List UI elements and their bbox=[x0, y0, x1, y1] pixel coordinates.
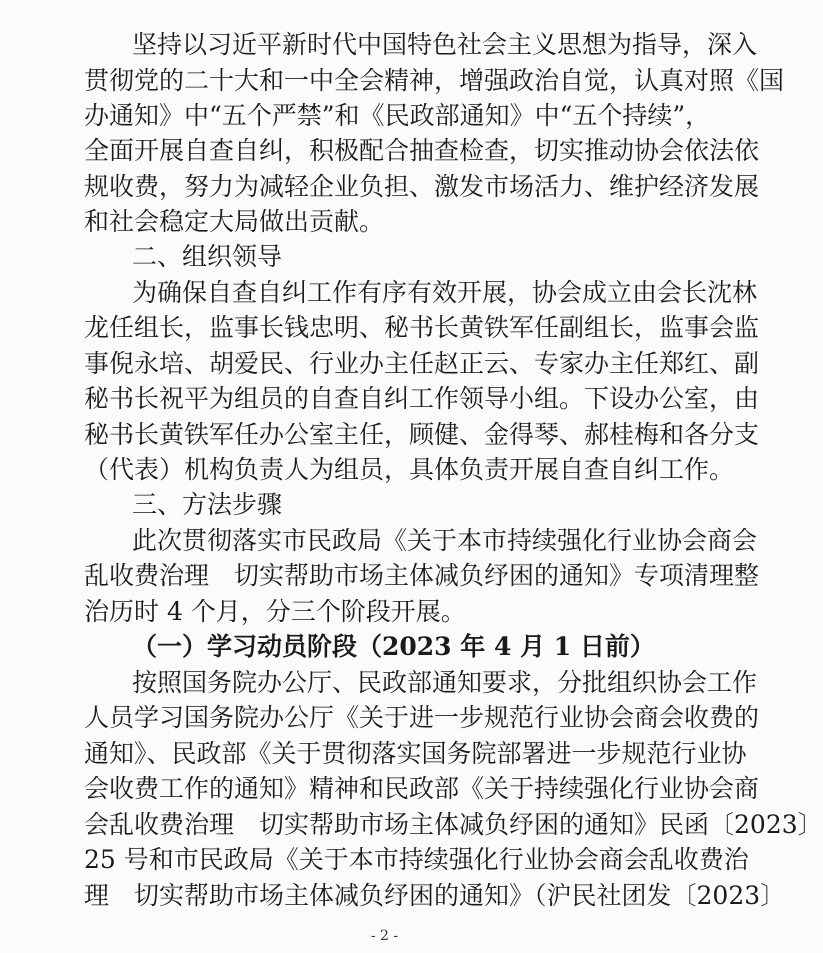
paragraph-2-line-5: 秘书长黄铁军任办公室主任，顾健、金得琴、郝桂梅和各分支 bbox=[84, 420, 760, 449]
paragraph-1-line-2: 贯彻党的二十大和一中全会精神，增强政治自觉，认真对照《国 bbox=[84, 66, 785, 95]
subsection-heading-study-phase: （一）学习动员阶段（2023 年 4 月 1 日前） bbox=[132, 632, 655, 661]
paragraph-2-line-4: 秘书长祝平为组员的自查自纠工作领导小组。下设办公室，由 bbox=[84, 384, 760, 413]
paragraph-2-line-6: （代表）机构负责人为组员，具体负责开展自查自纠工作。 bbox=[84, 455, 735, 484]
section-heading-methods: 三、方法步骤 bbox=[132, 490, 283, 519]
paragraph-3-line-3: 治历时 4 个月，分三个阶段开展。 bbox=[84, 597, 466, 626]
page-number: - 2 - bbox=[370, 928, 399, 944]
paragraph-4-line-2: 人员学习国务院办公厅《关于进一步规范行业协会商会收费的 bbox=[84, 703, 760, 732]
paragraph-4-line-7: 理 切实帮助市场主体减负纾困的通知》（沪民社团发〔2023〕 bbox=[84, 881, 786, 910]
paragraph-4-line-6: 25 号和市民政局《关于本市持续强化行业协会商会乱收费治 bbox=[84, 845, 749, 874]
paragraph-2-line-3: 事倪永培、胡爱民、行业办主任赵正云、专家办主任郑红、副 bbox=[84, 349, 760, 378]
paragraph-1-line-1: 坚持以习近平新时代中国特色社会主义思想为指导，深入 bbox=[132, 30, 758, 59]
paragraph-2-line-2: 龙任组长，监事长钱忠明、秘书长黄铁军任副组长，监事会监 bbox=[84, 313, 760, 342]
section-heading-organization: 二、组织领导 bbox=[132, 242, 283, 271]
paragraph-2-line-1: 为确保自查自纠工作有序有效开展，协会成立由会长沈林 bbox=[132, 278, 758, 307]
paragraph-3-line-2: 乱收费治理 切实帮助市场主体减负纾困的通知》专项清理整 bbox=[84, 561, 760, 590]
paragraph-1-line-6: 和社会稳定大局做出贡献。 bbox=[84, 207, 385, 236]
paragraph-4-line-1: 按照国务院办公厅、民政部通知要求，分批组织协会工作 bbox=[132, 668, 758, 697]
paragraph-1-line-4: 全面开展自查自纠，积极配合抽查检查，切实推动协会依法依 bbox=[84, 136, 760, 165]
paragraph-4-line-3: 通知》、民政部《关于贯彻落实国务院部署进一步规范行业协 bbox=[84, 739, 747, 768]
paragraph-4-line-4: 会收费工作的通知》精神和民政部《关于持续强化行业协会商 bbox=[84, 774, 760, 803]
paragraph-4-line-5: 会乱收费治理 切实帮助市场主体减负纾困的通知》民函〔2023〕 bbox=[84, 810, 823, 839]
paragraph-1-line-3: 办通知》中“五个严禁”和《民政部通知》中“五个持续”， bbox=[84, 101, 711, 130]
paragraph-1-line-5: 规收费，努力为减轻企业负担、激发市场活力、维护经济发展 bbox=[84, 172, 760, 201]
paragraph-3-line-1: 此次贯彻落实市民政局《关于本市持续强化行业协会商会 bbox=[132, 526, 758, 555]
